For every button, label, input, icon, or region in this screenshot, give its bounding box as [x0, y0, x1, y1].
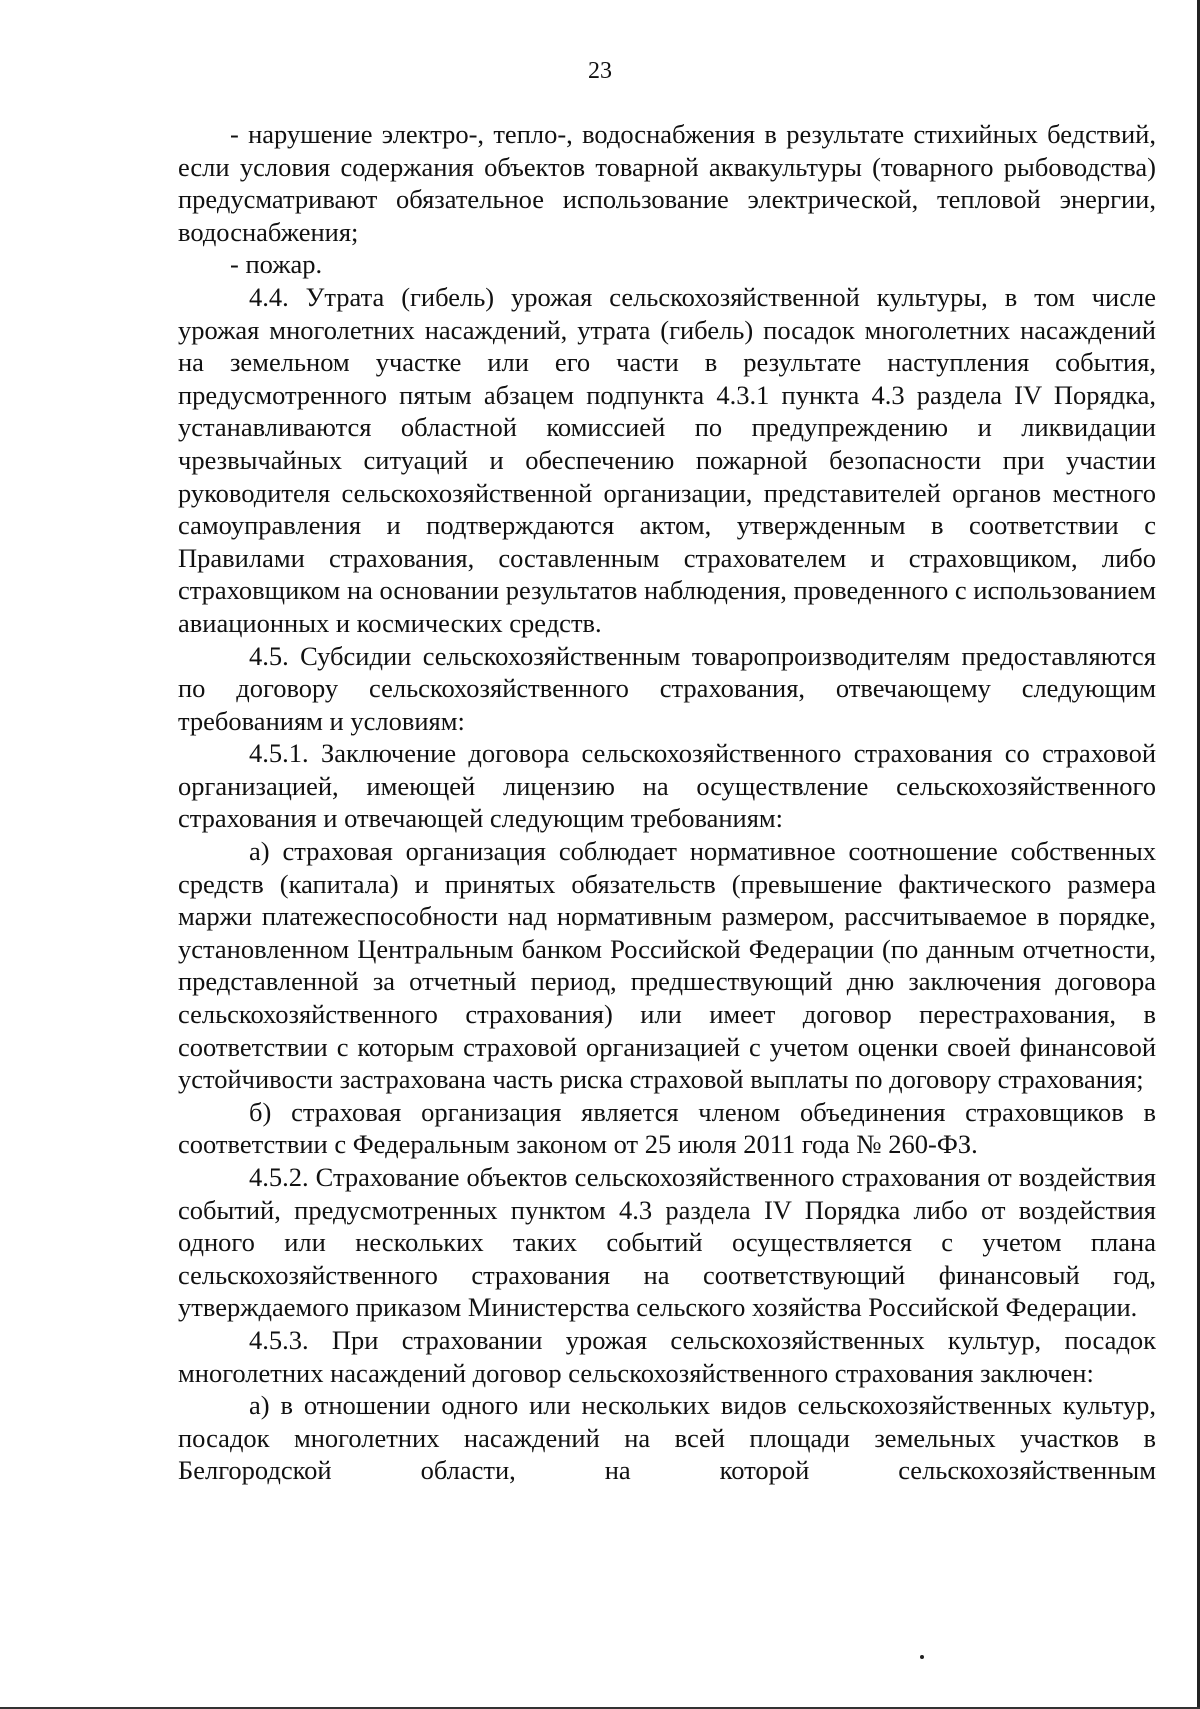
document-body: [178, 118, 1156, 1487]
paragraph-4-5-3: 4.5.3. При страховании урожая сельскохозяйственных культур, посадок многолетних насаждений договор сельскохозяйственного страхования заключен:: [178, 1324, 1156, 1388]
paragraph-fire: - пожар.: [230, 249, 323, 280]
scan-speck: [920, 1655, 924, 1659]
paragraph-4-5-3-a: а) в отношении одного или нескольких видов сельскохозяйственных культур, посадок многолетних насаждений на всей площади земельных участков в Белгородской области, на которой сельскохозяйственным: [178, 1390, 1156, 1486]
paragraph-4-5-1-a: а) страховая организация соблюдает нормативное соотношение собственных средств (капитала) и принятых обязательств (превышение фактического размера маржи платежеспособности над нормативным размером, рассчитываемое в порядке, установленном Центральным банком Российской Федерации (по данным отчетности, представленной за отчетный период, предшествующий дню заключения договора сельскохозяйственного страхования) или имеет договор перестрахования, в соответствии с которым страховой организацией с учетом оценки своей финансовой устойчивости застрахована часть риска страховой выплаты по договору страхования;: [178, 836, 1156, 1095]
paragraph-4-4: 4.4. Утрата (гибель) урожая сельскохозяйственной культуры, в том числе урожая многолетних насаждений, утрата (гибель) посадок многолетних насаждений на земельном участке или его части в результате наступления события, предусмотренного пятым абзацем подпункта 4.3.1 пункта 4.3 раздела IV Порядка, устанавливаются областной комиссией по предупреждению и ликвидации чрезвычайных ситуаций и обеспечению пожарной безопасности при участии руководителя сельскохозяйственной организации, представителей органов местного самоуправления и подтверждаются актом, утвержденным в соответствии с Правилами страхования, составленным страхователем и страховщиком, либо страховщиком на основании результатов наблюдения, проведенного с использованием авиационных и космических средств.: [178, 281, 1156, 638]
page-number: 23: [588, 58, 612, 84]
paragraph-power-supply-disruption: - нарушение электро-, тепло-, водоснабжения в результате стихийных бедствий, если условия содержания объектов товарной аквакультуры (товарного рыбоводства) предусматривают обязательное использование электрической, тепловой энергии, водоснабжения;: [178, 119, 1156, 247]
paragraph-4-5-1-b: б) страховая организация является членом объединения страховщиков в соответствии с Федеральным законом от 25 июля 2011 года № 260-ФЗ.: [178, 1096, 1156, 1160]
paragraph-4-5-2: 4.5.2. Страхование объектов сельскохозяйственного страхования от воздействия событий, предусмотренных пунктом 4.3 раздела IV Порядка либо от воздействия одного или нескольких таких событий осуществляется с учетом плана сельскохозяйственного страхования на соответствующий финансовый год, утверждаемого приказом Министерства сельского хозяйства Российской Федерации.: [178, 1162, 1156, 1323]
paragraph-4-5-1: 4.5.1. Заключение договора сельскохозяйственного страхования со страховой организацией, имеющей лицензию на осуществление сельскохозяйственного страхования и отвечающей следующим требованиям:: [178, 738, 1156, 834]
paragraph-4-5: 4.5. Субсидии сельскохозяйственным товаропроизводителям предоставляются по договору сельскохозяйственного страхования, отвечающему следующим требованиям и условиям:: [178, 640, 1156, 736]
